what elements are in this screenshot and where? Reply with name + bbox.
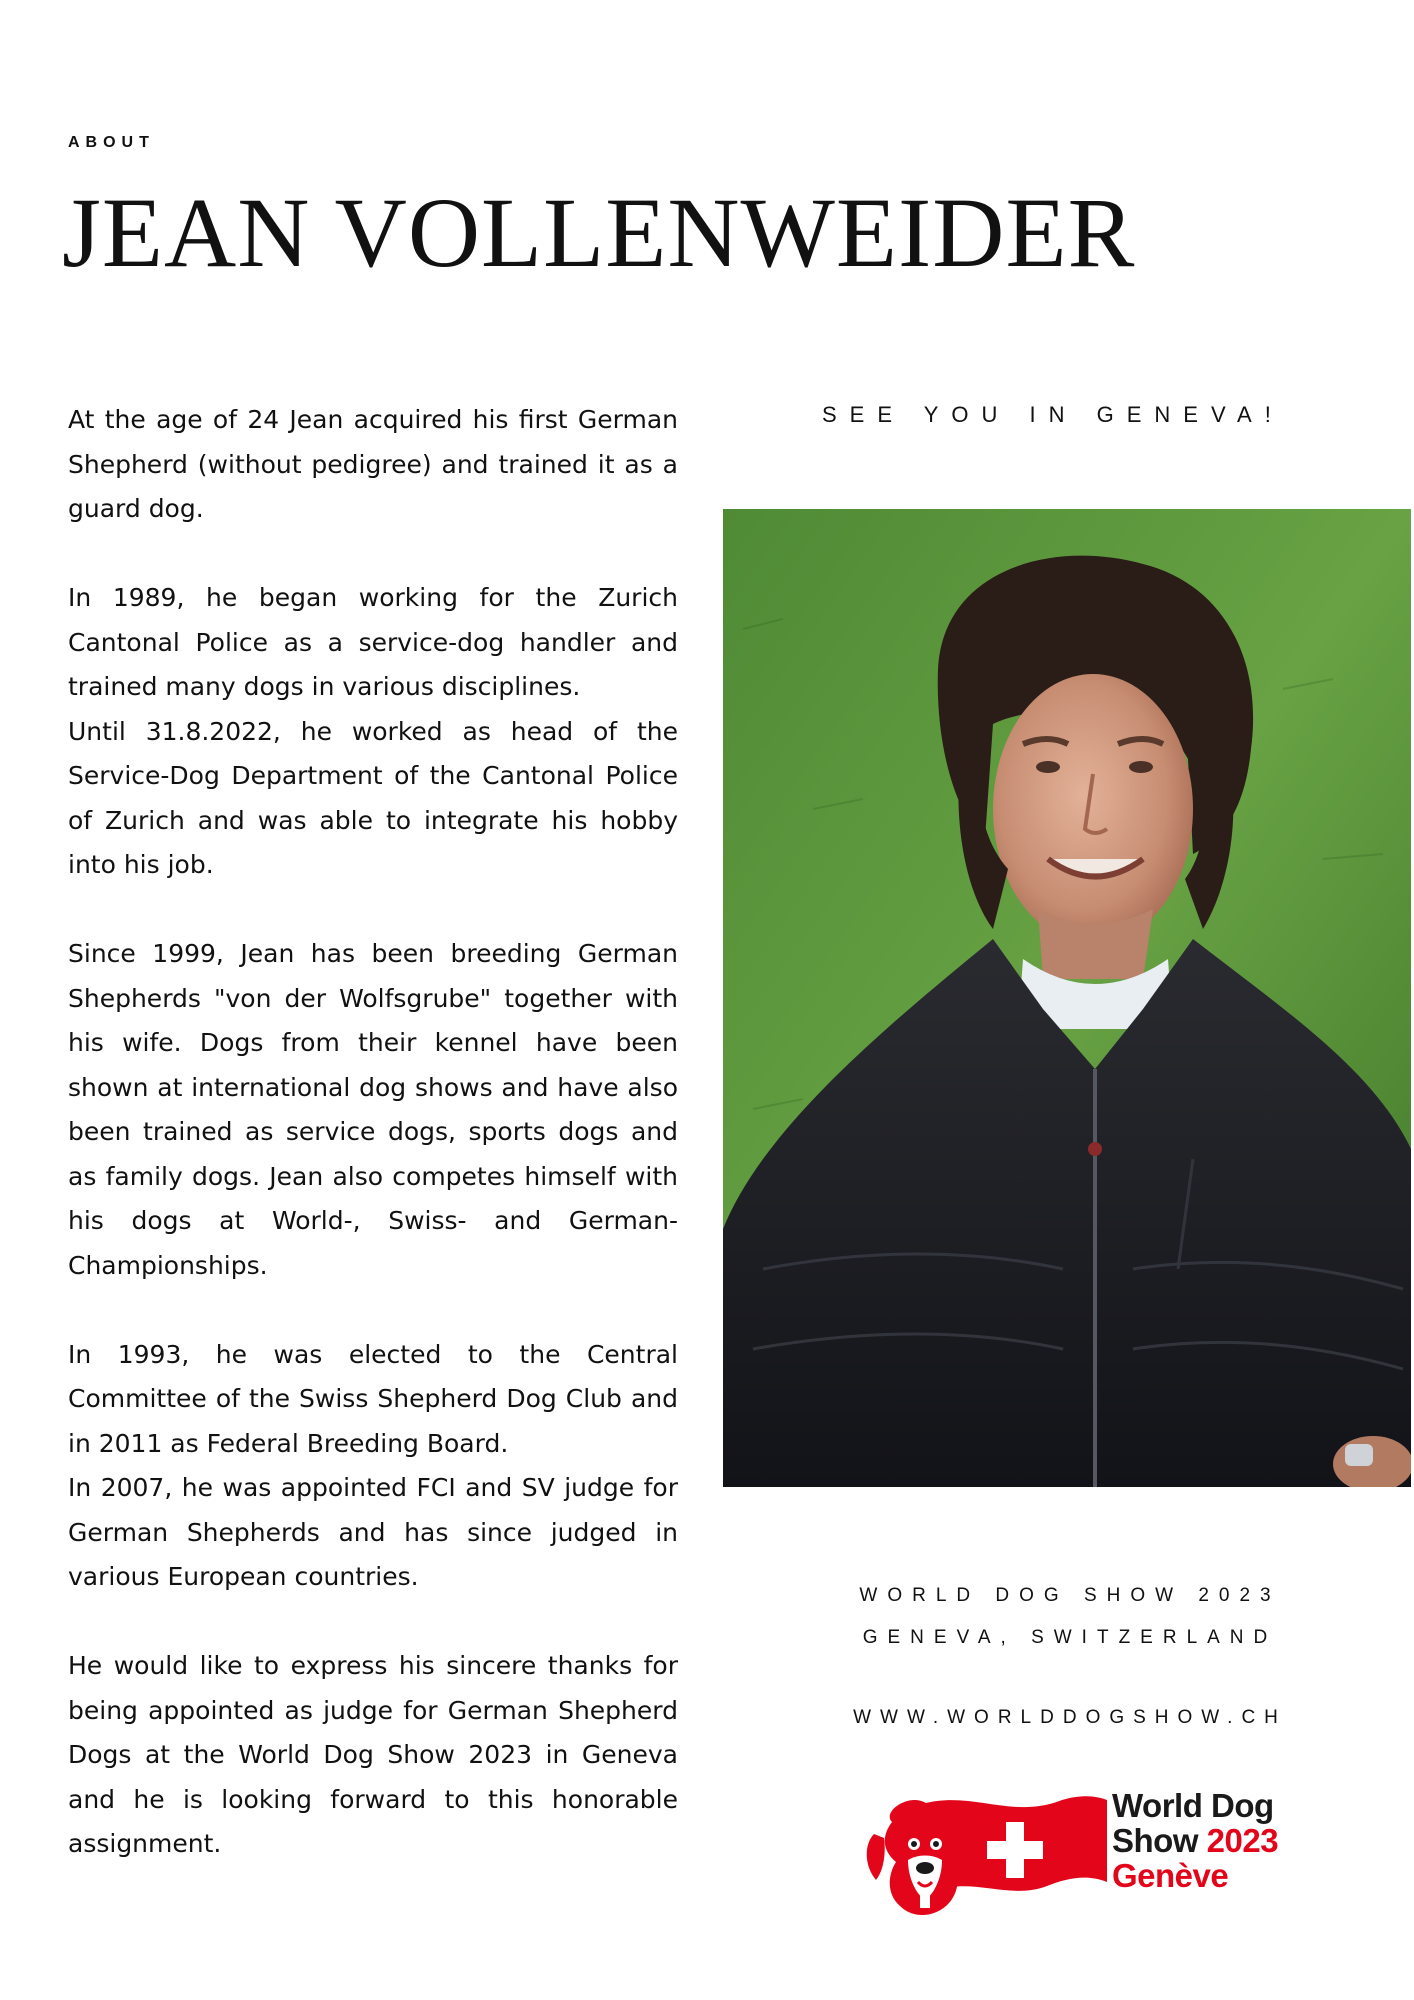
bio-paragraph: At the age of 24 Jean acquired his first German Shepherd (without pedigree) and trained it as a guard dog. — [68, 405, 678, 523]
logo-year: 2023 — [1206, 1822, 1279, 1859]
event-name: WORLD DOG SHOW 2023 — [859, 1585, 1281, 1606]
bio-paragraph: In 1989, he began working for the Zurich Cantonal Police as a service-dog handler and trained many dogs in various disciplines. — [68, 583, 678, 701]
portrait-photo — [723, 509, 1411, 1487]
eyebrow-label: ABOUT — [68, 134, 155, 151]
world-dog-show-logo — [862, 1782, 1302, 1922]
page-title: JEAN VOLLENWEIDER — [62, 177, 1136, 288]
bio-paragraph: In 1993, he was elected to the Central Committee of the Swiss Shepherd Dog Club and in 2011 as Federal Breeding Board. — [68, 1339, 678, 1458]
bio-paragraph: He would like to express his sincere thanks for being appointed as judge for German Shepherd Dogs at the World Dog Show 2023 in Geneva and he is looking forward to this honorable assignment. — [68, 1651, 678, 1858]
bio-paragraph: Until 31.8.2022, he worked as head of the Service-Dog Department of the Cantonal Police of Zurich and was able to integrate his hobby into his job. — [68, 716, 678, 879]
logo-wordmark — [1112, 1788, 1278, 1893]
event-location: GENEVA, SWITZERLAND — [862, 1627, 1278, 1648]
logo-line-3: Genève — [1112, 1857, 1229, 1894]
biography-text — [68, 398, 678, 1867]
logo-line-2 — [1112, 1823, 1278, 1858]
bio-paragraph: In 2007, he was appointed FCI and SV judge for German Shepherds and has since judged in various European countries. — [68, 1473, 678, 1591]
bio-paragraph: Since 1999, Jean has been breeding German Shepherds "von der Wolfsgrube" together with his wife. Dogs from their kennel have been shown at international dog shows and have also been trained as service dogs, sports dogs and as family dogs. Jean also competes himself with his dogs at World-, Swiss- and German-Championships. — [68, 939, 678, 1280]
greeting-heading: SEE YOU IN GENEVA! — [822, 402, 1284, 427]
logo-line-1: World Dog — [1112, 1787, 1274, 1824]
website-link[interactable]: WWW.WORLDDOGSHOW.CH — [853, 1707, 1287, 1728]
dog-flag-emblem-icon — [862, 1782, 1112, 1922]
logo-show-word: Show — [1112, 1822, 1198, 1859]
